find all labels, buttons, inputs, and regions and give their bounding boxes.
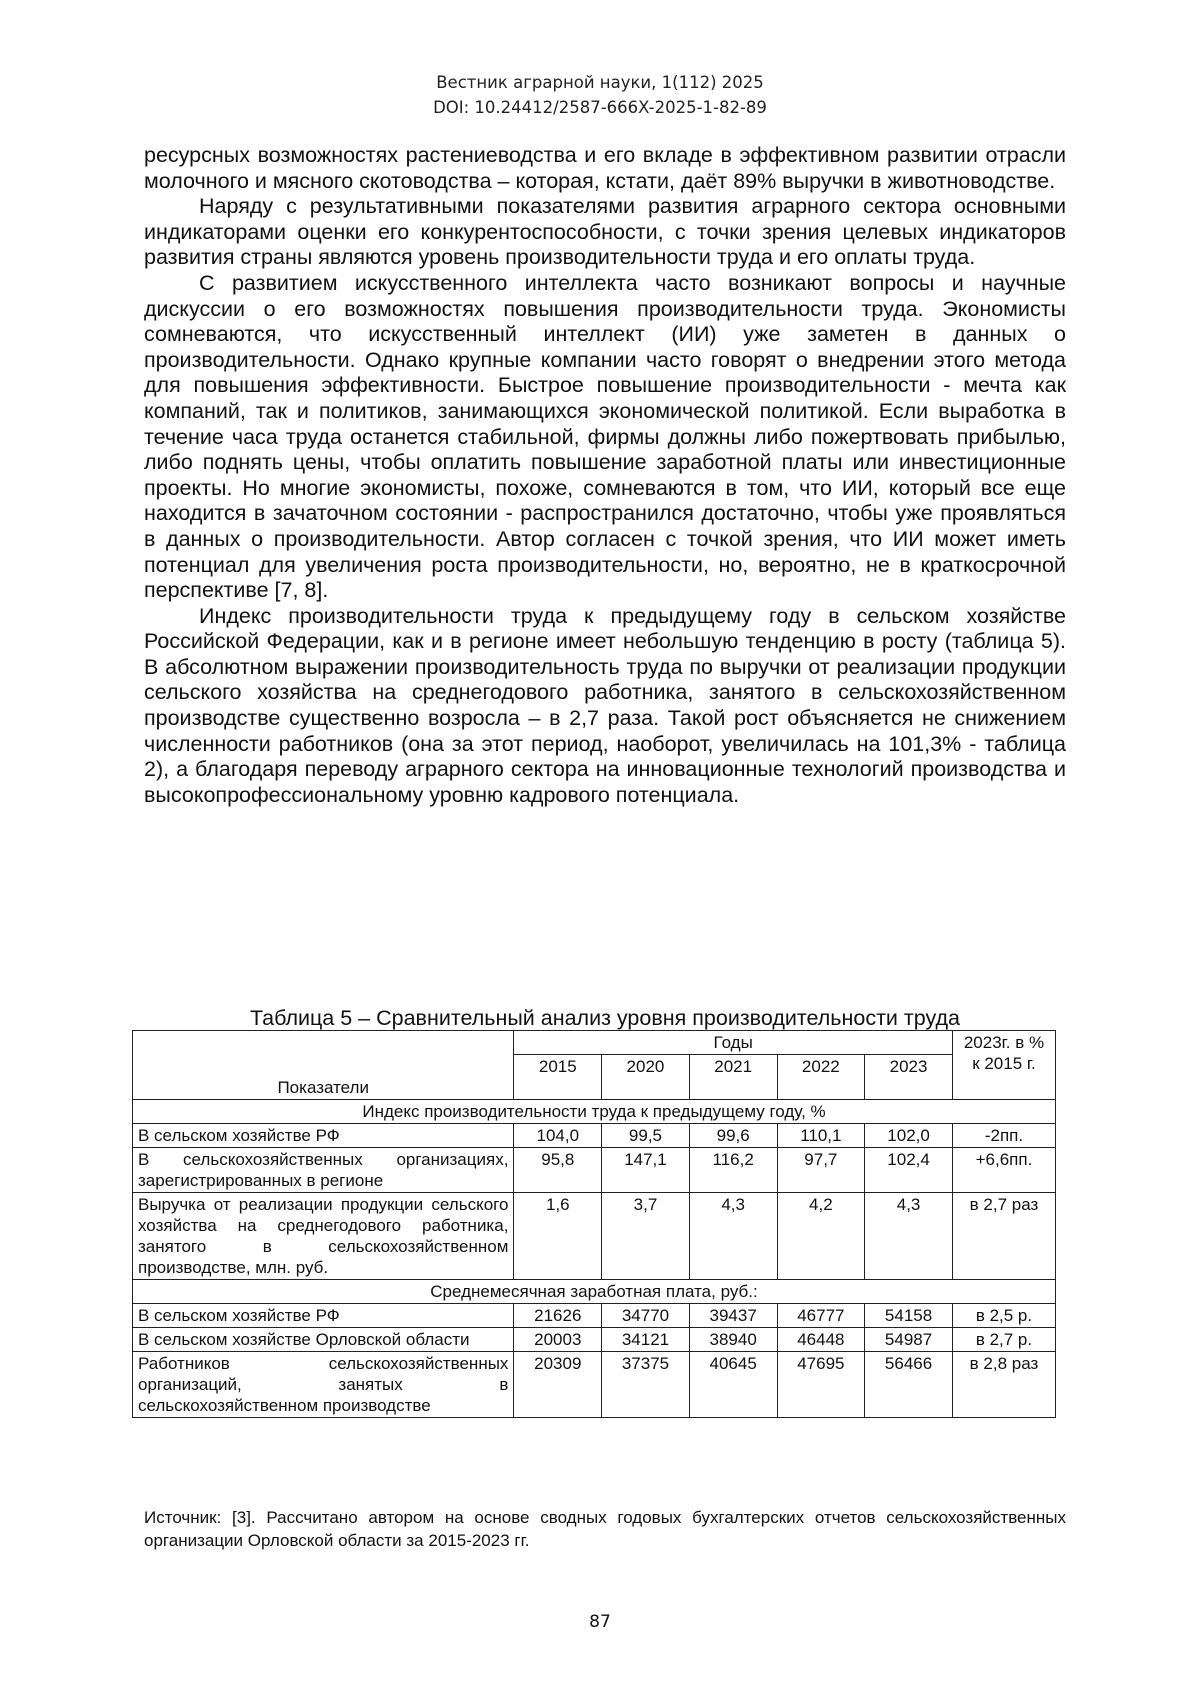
- body-text: [144, 143, 1066, 808]
- value-cell: 1,6: [514, 1193, 602, 1280]
- doi-line: DOI: 10.24412/2587-666X-2025-1-82-89: [433, 98, 767, 117]
- productivity-table: [132, 1030, 1056, 1418]
- ratio-cell: -2пп.: [952, 1124, 1055, 1148]
- value-cell: 40645: [689, 1352, 777, 1418]
- value-cell: 46448: [777, 1328, 865, 1352]
- ratio-cell: +6,6пп.: [952, 1148, 1055, 1193]
- value-cell: 147,1: [602, 1148, 690, 1193]
- row-label: В сельском хозяйстве Орловской области: [133, 1328, 514, 1352]
- table-header-row: [133, 1031, 1056, 1055]
- value-cell: 39437: [689, 1304, 777, 1328]
- year-cell: 2023: [865, 1055, 953, 1100]
- value-cell: 4,3: [865, 1193, 953, 1280]
- page-number: 87: [589, 1612, 611, 1632]
- value-cell: 46777: [777, 1304, 865, 1328]
- value-cell: 20309: [514, 1352, 602, 1418]
- value-cell: 37375: [602, 1352, 690, 1418]
- table-row: [133, 1304, 1056, 1328]
- ratio-cell: в 2,7 раз: [952, 1193, 1055, 1280]
- year-cell: 2015: [514, 1055, 602, 1100]
- running-header: [0, 70, 1200, 120]
- value-cell: 104,0: [514, 1124, 602, 1148]
- value-cell: 21626: [514, 1304, 602, 1328]
- value-cell: 38940: [689, 1328, 777, 1352]
- value-cell: 102,4: [865, 1148, 953, 1193]
- section-title: Индекс производительности труда к предыдущему году, %: [133, 1100, 1056, 1124]
- paragraph: ресурсных возможностях растениеводства и его вкладе в эффективном развитии отрасли молочного и мясного скотоводства – которая, кстати, даёт 89% выручки в животноводстве.: [144, 143, 1066, 193]
- year-cell: 2022: [777, 1055, 865, 1100]
- table-row: [133, 1352, 1056, 1418]
- journal-title: Вестник аграрной науки, 1(112) 2025: [436, 73, 764, 92]
- ratio-header: 2023г. в % к 2015 г.: [952, 1031, 1055, 1100]
- ratio-cell: в 2,5 р.: [952, 1304, 1055, 1328]
- table-row: [133, 1148, 1056, 1193]
- value-cell: 99,5: [602, 1124, 690, 1148]
- year-cell: 2021: [689, 1055, 777, 1100]
- value-cell: 34770: [602, 1304, 690, 1328]
- table-caption: Таблица 5 – Сравнительный анализ уровня производительности труда: [249, 1006, 961, 1030]
- value-cell: 99,6: [689, 1124, 777, 1148]
- value-cell: 54987: [865, 1328, 953, 1352]
- value-cell: 47695: [777, 1352, 865, 1418]
- value-cell: 4,3: [689, 1193, 777, 1280]
- section-row: [133, 1100, 1056, 1124]
- value-cell: 102,0: [865, 1124, 953, 1148]
- value-cell: 97,7: [777, 1148, 865, 1193]
- row-label: В сельском хозяйстве РФ: [133, 1304, 514, 1328]
- section-row: [133, 1280, 1056, 1304]
- paragraph: Индекс производительности труда к предыдущему году в сельском хозяйстве Российской Федерации, как и в регионе имеет небольшую тенденцию в росту (таблица 5). В абсолютном выражении производительность труда по выручки от реализации продукции сельского хозяйства на среднегодового работника, занятого в сельскохозяйственном производстве существенно возросла – в 2,7 раза. Такой рост объясняется не снижением численности работников (она за этот период, наоборот, увеличилась на 101,3% - таблица 2), а благодаря переводу аграрного сектора на инновационные технологий производства и высокопрофессиональному уровню кадрового потенциала.: [144, 603, 1066, 807]
- table-source-note: Источник: [3]. Рассчитано автором на основе сводных годовых бухгалтерских отчетов сельскохозяйственных организации Орловской области за 2015-2023 гг.: [144, 1508, 1066, 1550]
- table-row: [133, 1124, 1056, 1148]
- table-row: [133, 1328, 1056, 1352]
- value-cell: 20003: [514, 1328, 602, 1352]
- row-label: Работников сельскохозяйственных организаций, занятых в сельскохозяйственном производстве: [133, 1352, 514, 1418]
- value-cell: 110,1: [777, 1124, 865, 1148]
- value-cell: 4,2: [777, 1193, 865, 1280]
- ratio-cell: в 2,7 р.: [952, 1328, 1055, 1352]
- section-title: Среднемесячная заработная плата, руб.:: [133, 1280, 1056, 1304]
- year-cell: 2020: [602, 1055, 690, 1100]
- table-row: [133, 1193, 1056, 1280]
- row-label: В сельском хозяйстве РФ: [133, 1124, 514, 1148]
- value-cell: 116,2: [689, 1148, 777, 1193]
- years-header: Годы: [514, 1031, 953, 1055]
- paragraph: Наряду с результативными показателями развития аграрного сектора основными индикаторами оценки его конкурентоспособности, с точки зрения целевых индикаторов развития страны являются уровень производительности труда и его оплаты труда.: [144, 194, 1066, 270]
- paragraph: С развитием искусственного интеллекта часто возникают вопросы и научные дискуссии о его возможностях повышения производительности труда. Экономисты сомневаются, что искусственный интеллект (ИИ) уже заметен в данных о производительности. Однако крупные компании часто говорят о внедрении этого метода для повышения эффективности. Быстрое повышение производительности - мечта как компаний, так и политиков, занимающихся экономической политикой. Если выработка в течение часа труда останется стабильной, фирмы должны либо пожертвовать прибылью, либо поднять цены, чтобы оплатить повышение заработной платы или инвестиционные проекты. Но многие экономисты, похоже, сомневаются в том, что ИИ, который все еще находится в зачаточном состоянии - распространился достаточно, чтобы уже проявляться в данных о производительности. Автор согласен с точкой зрения, что ИИ может иметь потенциал для увеличения роста производительности, но, вероятно, не в краткосрочной перспективе [7, 8].: [144, 270, 1066, 603]
- ratio-cell: в 2,8 раз: [952, 1352, 1055, 1418]
- value-cell: 34121: [602, 1328, 690, 1352]
- row-label: В сельскохозяйственных организациях, зарегистрированных в регионе: [133, 1148, 514, 1193]
- value-cell: 54158: [865, 1304, 953, 1328]
- value-cell: 95,8: [514, 1148, 602, 1193]
- value-cell: 3,7: [602, 1193, 690, 1280]
- row-label: Выручка от реализации продукции сельского хозяйства на среднегодового работника, занятого в сельскохозяйственном производстве, млн. руб.: [133, 1193, 514, 1280]
- value-cell: 56466: [865, 1352, 953, 1418]
- indicator-header: Показатели: [133, 1031, 514, 1100]
